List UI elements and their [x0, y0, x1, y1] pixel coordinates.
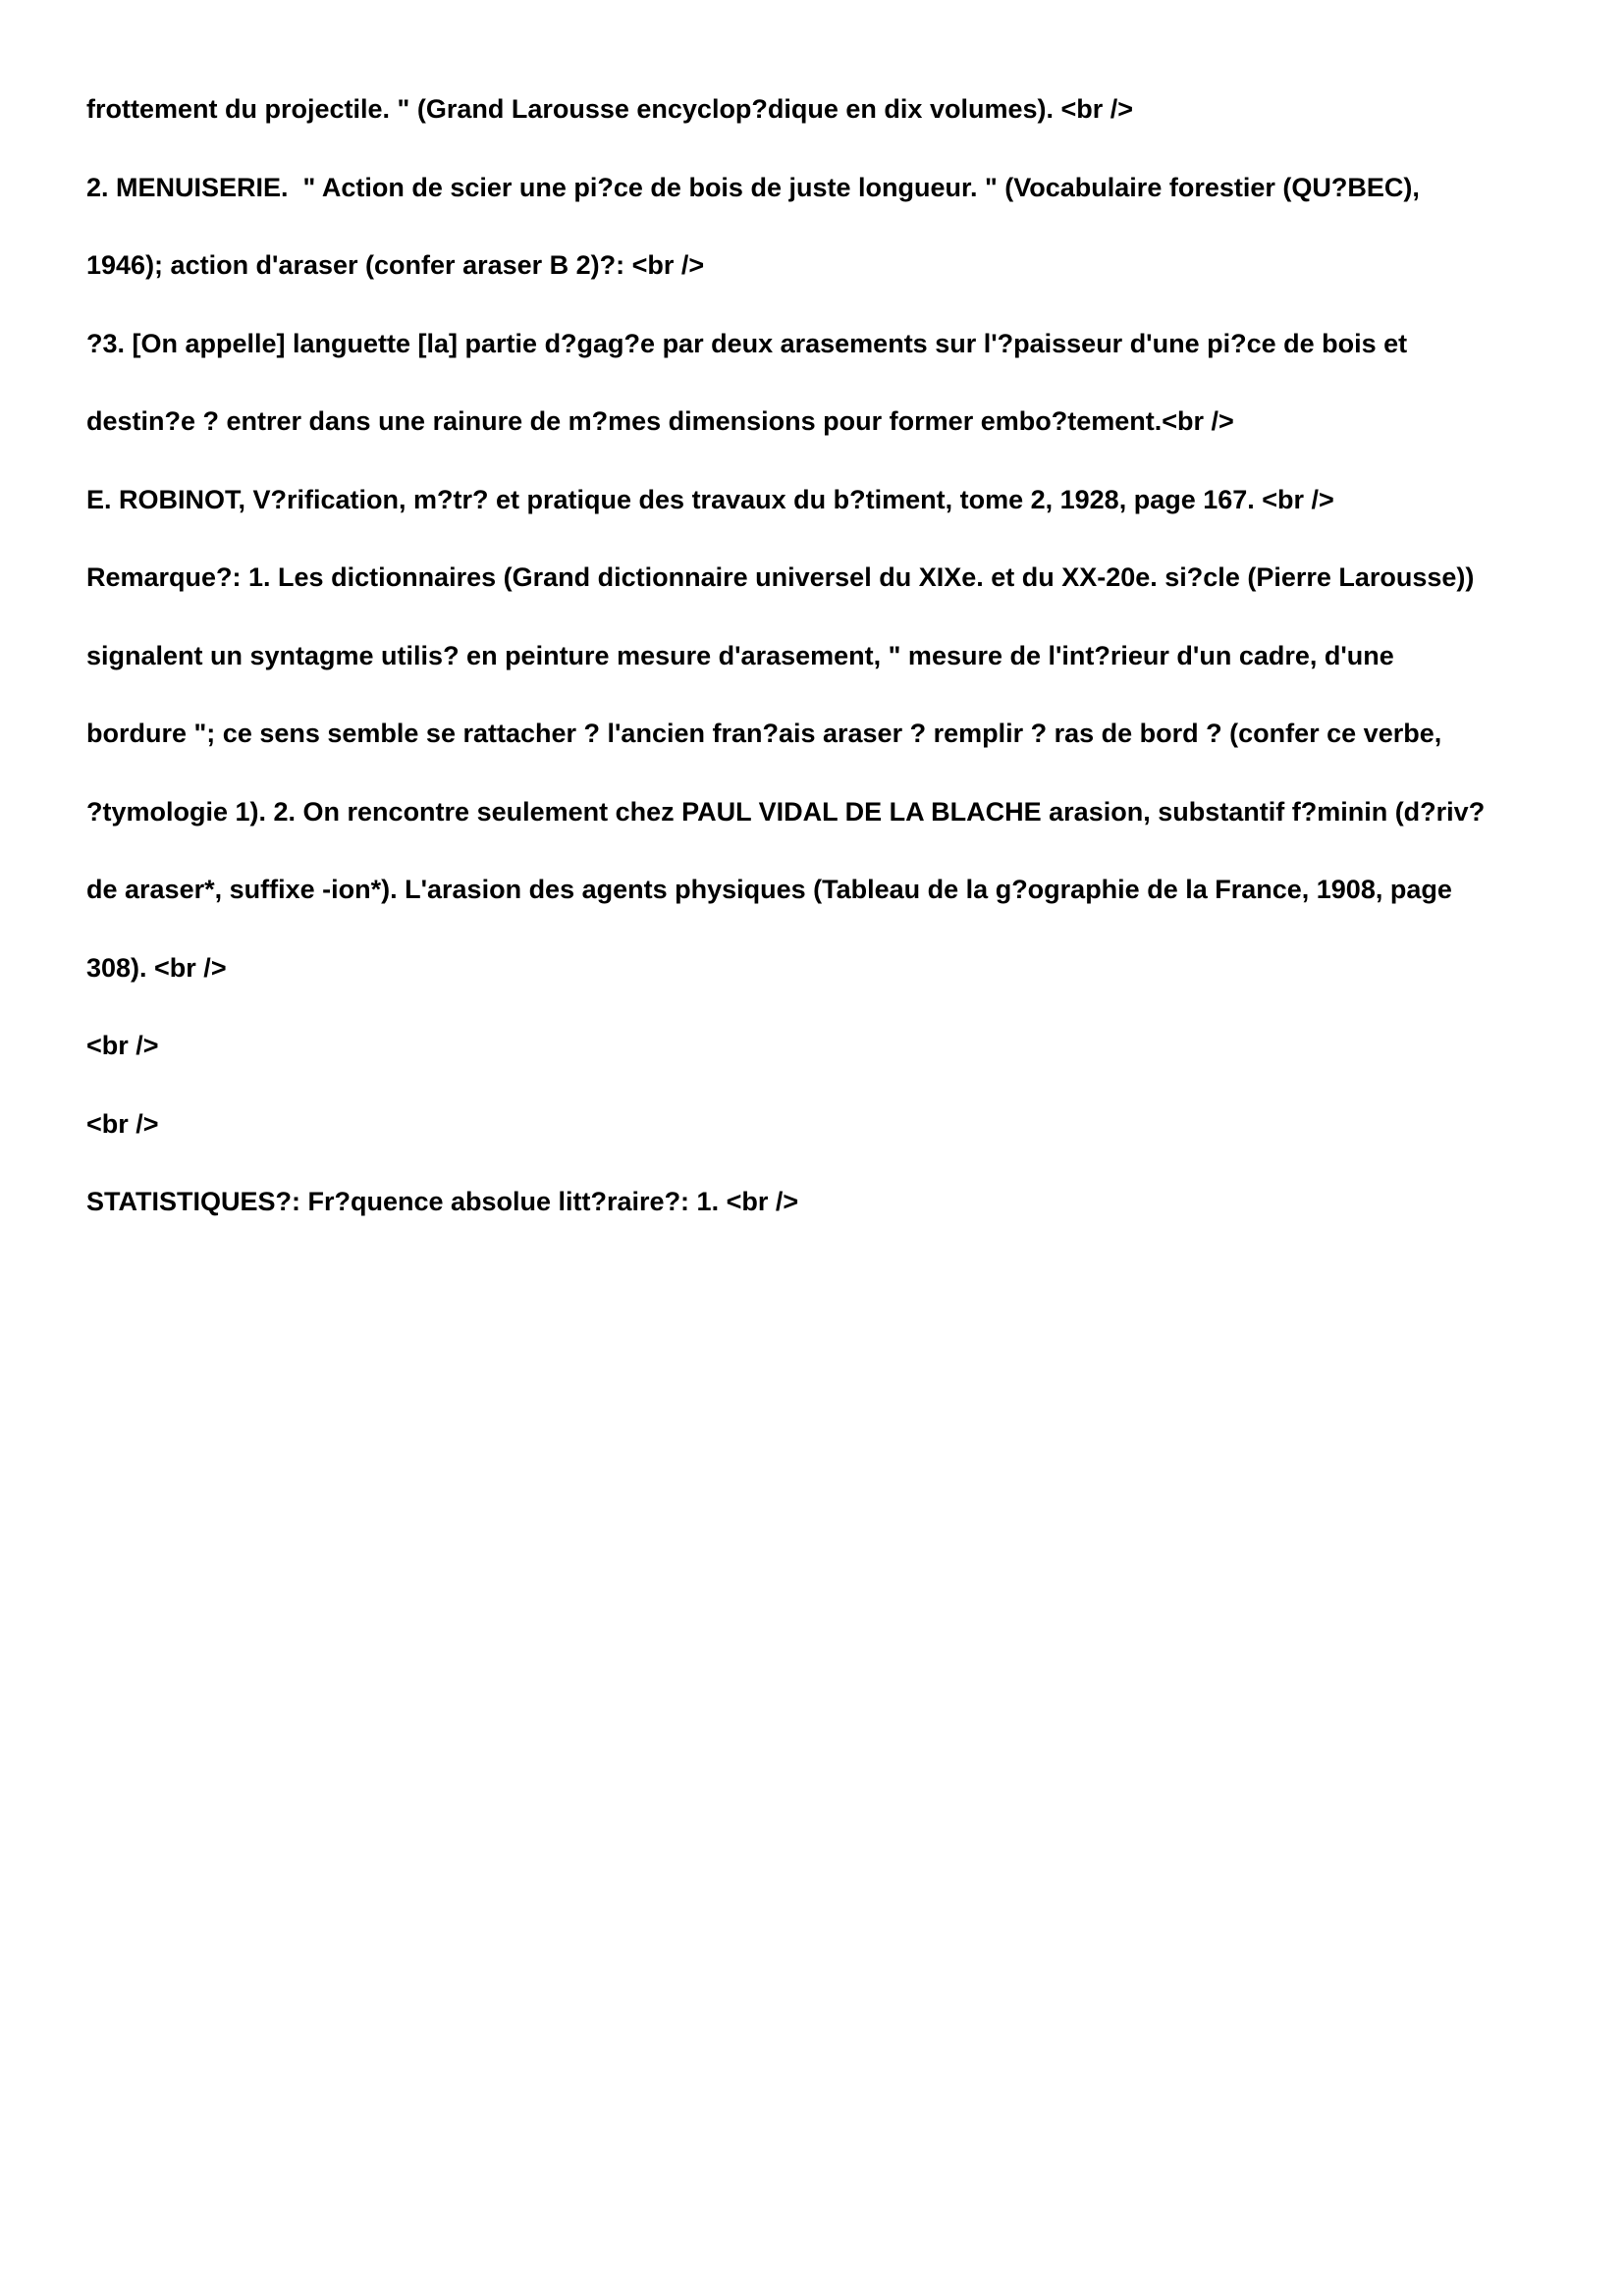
text-line: ?tymologie 1). 2. On rencontre seulement chez PAUL VIDAL DE LA BLACHE arasion, substantif f?minin (d?riv? [86, 796, 1486, 827]
text-line: <br /> [86, 1031, 159, 1060]
text-line: destin?e ? entrer dans une rainure de m?mes dimensions pour former embo?tement.<br /> [86, 406, 1234, 436]
text-line: de araser*, suffixe -ion*). L'arasion des agents physiques (Tableau de la g?ographie de la France, 1908, page [86, 875, 1452, 904]
document-body [86, 94, 1559, 1265]
text-line: bordure "; ce sens semble se rattacher ? l'ancien fran?ais araser ? remplir ? ras de bord ? (confer ce verbe, [86, 719, 1442, 748]
text-line: E. ROBINOT, V?rification, m?tr? et pratique des travaux du b?timent, tome 2, 1928, page 167. <br /> [86, 484, 1334, 514]
text-line: 308). <br /> [86, 952, 227, 983]
text-line: ?3. [On appelle] languette [la] partie d?gag?e par deux arasements sur l'?paisseur d'une pi?ce de bois et [86, 328, 1408, 358]
text-line: 1946); action d'araser (confer araser B 2)?: <br /> [86, 250, 705, 280]
text-line: <br /> [86, 1108, 159, 1139]
text-line: frottement du projectile. " (Grand Larousse encyclop?dique en dix volumes). <br /> [86, 94, 1134, 124]
text-line: Remarque?: 1. Les dictionnaires (Grand dictionnaire universel du XIXe. et du XX-20e. si?cle (Pierre Larousse)) [86, 562, 1475, 592]
text-line: signalent un syntagme utilis? en peinture mesure d'arasement, " mesure de l'int?rieur d'un cadre, d'une [86, 640, 1394, 670]
text-line: 2. MENUISERIE. " Action de scier une pi?ce de bois de juste longueur. " (Vocabulaire forestier (QU?BEC), [86, 172, 1420, 202]
statistics-line: STATISTIQUES?: Fr?quence absolue litt?raire?: 1. <br /> [86, 1187, 799, 1216]
